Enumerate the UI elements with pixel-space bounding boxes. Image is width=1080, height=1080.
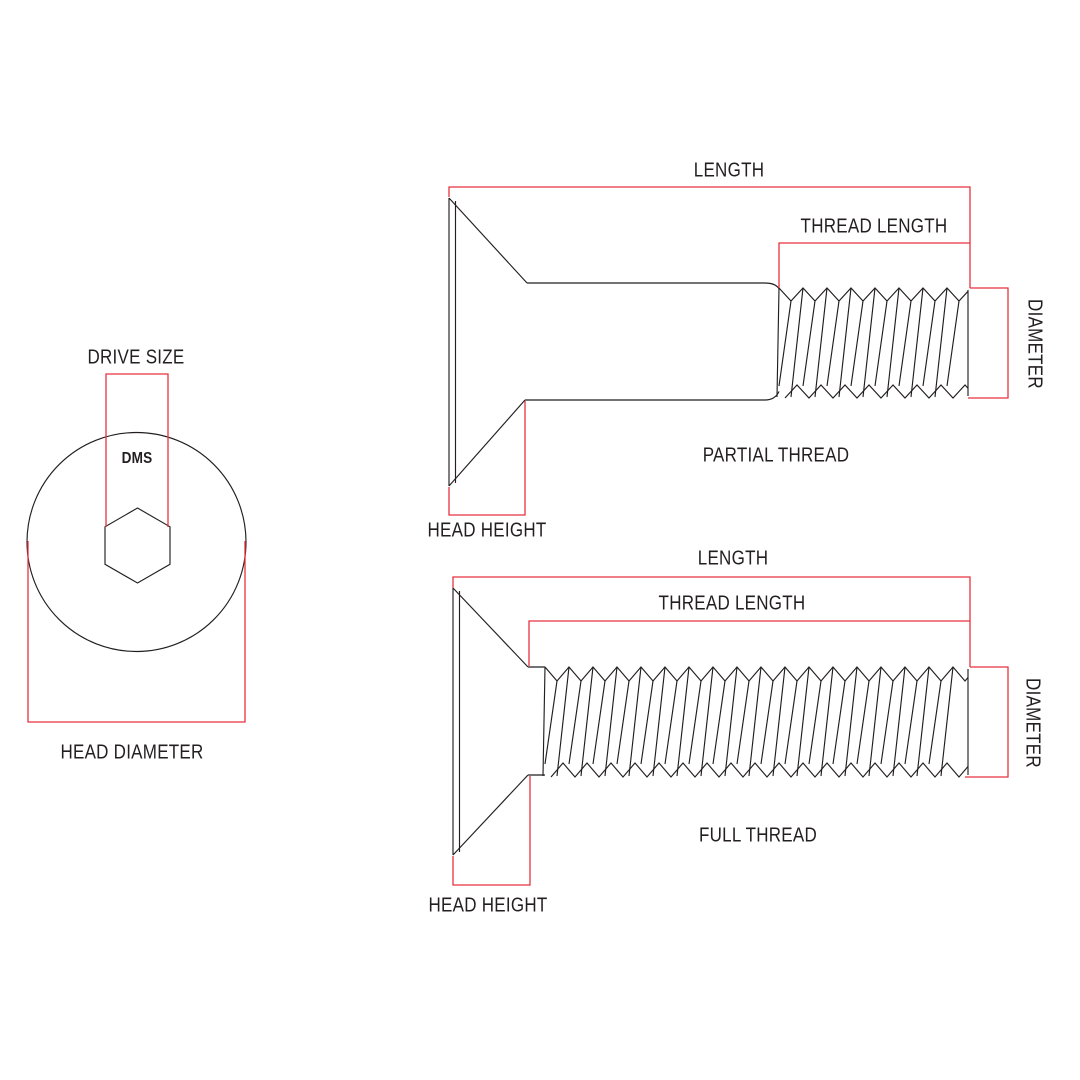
head-height-dimension-bottom bbox=[453, 776, 530, 885]
thread-line bbox=[869, 667, 881, 776]
head-height-dimension-top bbox=[449, 401, 525, 515]
thread-line bbox=[761, 681, 773, 764]
thread-line bbox=[833, 681, 845, 764]
thread-line bbox=[569, 681, 581, 764]
thread-line bbox=[881, 681, 893, 764]
full-thread-outline bbox=[453, 588, 545, 855]
thread-line bbox=[905, 681, 917, 764]
thread-line bbox=[815, 288, 827, 397]
thread-length-label-top: THREAD LENGTH bbox=[800, 215, 948, 238]
drive-size-label: DRIVE SIZE bbox=[87, 346, 185, 369]
thread-line bbox=[701, 667, 713, 776]
thread-line bbox=[593, 681, 605, 764]
thread-line bbox=[551, 763, 968, 777]
thread-line bbox=[887, 288, 899, 397]
length-dimension-bottom bbox=[453, 577, 970, 667]
thread-line bbox=[857, 681, 869, 764]
partial-thread-outline bbox=[449, 198, 779, 486]
thread-line bbox=[777, 288, 779, 397]
thread-line bbox=[839, 288, 851, 397]
thread-length-label-bottom: THREAD LENGTH bbox=[658, 592, 806, 615]
thread-line bbox=[749, 667, 761, 776]
thread-line bbox=[875, 301, 887, 386]
thread-line bbox=[653, 667, 665, 776]
thread-line bbox=[605, 667, 617, 776]
thread-line bbox=[737, 681, 749, 764]
thread-line bbox=[911, 288, 923, 397]
thread-line bbox=[941, 667, 953, 776]
head-height-label-bottom: HEAD HEIGHT bbox=[428, 894, 548, 917]
full-thread-caption: FULL THREAD bbox=[698, 824, 818, 847]
diameter-label-top: DIAMETER bbox=[1023, 299, 1046, 389]
hex-socket bbox=[105, 508, 170, 583]
head-top-view bbox=[27, 374, 246, 722]
partial-thread-threads bbox=[777, 288, 968, 398]
thread-line bbox=[677, 667, 689, 776]
thread-line bbox=[557, 667, 569, 776]
length-label-bottom: LENGTH bbox=[697, 547, 769, 570]
thread-line bbox=[791, 288, 803, 397]
thread-line bbox=[713, 681, 725, 764]
dms-label: DMS bbox=[121, 450, 153, 467]
head-diameter-label: HEAD DIAMETER bbox=[60, 741, 204, 764]
diameter-dimension-bottom bbox=[965, 667, 1008, 777]
thread-line bbox=[851, 301, 863, 386]
thread-line bbox=[923, 301, 935, 386]
thread-line bbox=[785, 385, 968, 398]
thread-length-dimension-bottom bbox=[529, 621, 970, 666]
thread-line bbox=[893, 667, 905, 776]
partial-thread-caption: PARTIAL THREAD bbox=[702, 444, 850, 467]
thread-line bbox=[725, 667, 737, 776]
thread-line bbox=[629, 667, 641, 776]
thread-line bbox=[545, 681, 557, 764]
thread-line bbox=[641, 681, 653, 764]
diameter-dimension-top bbox=[968, 288, 1008, 398]
thread-line bbox=[785, 681, 797, 764]
thread-line bbox=[617, 681, 629, 764]
length-label-top: LENGTH bbox=[693, 159, 765, 182]
thread-line bbox=[689, 681, 701, 764]
diameter-label-bottom: DIAMETER bbox=[1021, 678, 1044, 768]
thread-line bbox=[899, 301, 911, 386]
thread-line bbox=[803, 301, 815, 386]
thread-line bbox=[809, 681, 821, 764]
thread-line bbox=[827, 301, 839, 386]
head-diameter-dimension bbox=[28, 541, 245, 722]
thread-line bbox=[929, 681, 941, 764]
thread-line bbox=[845, 667, 857, 776]
thread-line bbox=[917, 667, 929, 776]
thread-line bbox=[581, 667, 593, 776]
thread-line bbox=[665, 681, 677, 764]
head-height-label-top: HEAD HEIGHT bbox=[427, 519, 547, 542]
full-thread-threads bbox=[543, 667, 968, 777]
thread-length-dimension-top bbox=[779, 243, 970, 288]
thread-line bbox=[773, 667, 785, 776]
thread-line bbox=[543, 667, 545, 776]
thread-line bbox=[821, 667, 833, 776]
thread-line bbox=[947, 301, 959, 386]
thread-line bbox=[779, 301, 791, 386]
thread-line bbox=[797, 667, 809, 776]
thread-line bbox=[935, 288, 947, 397]
thread-line bbox=[863, 288, 875, 397]
